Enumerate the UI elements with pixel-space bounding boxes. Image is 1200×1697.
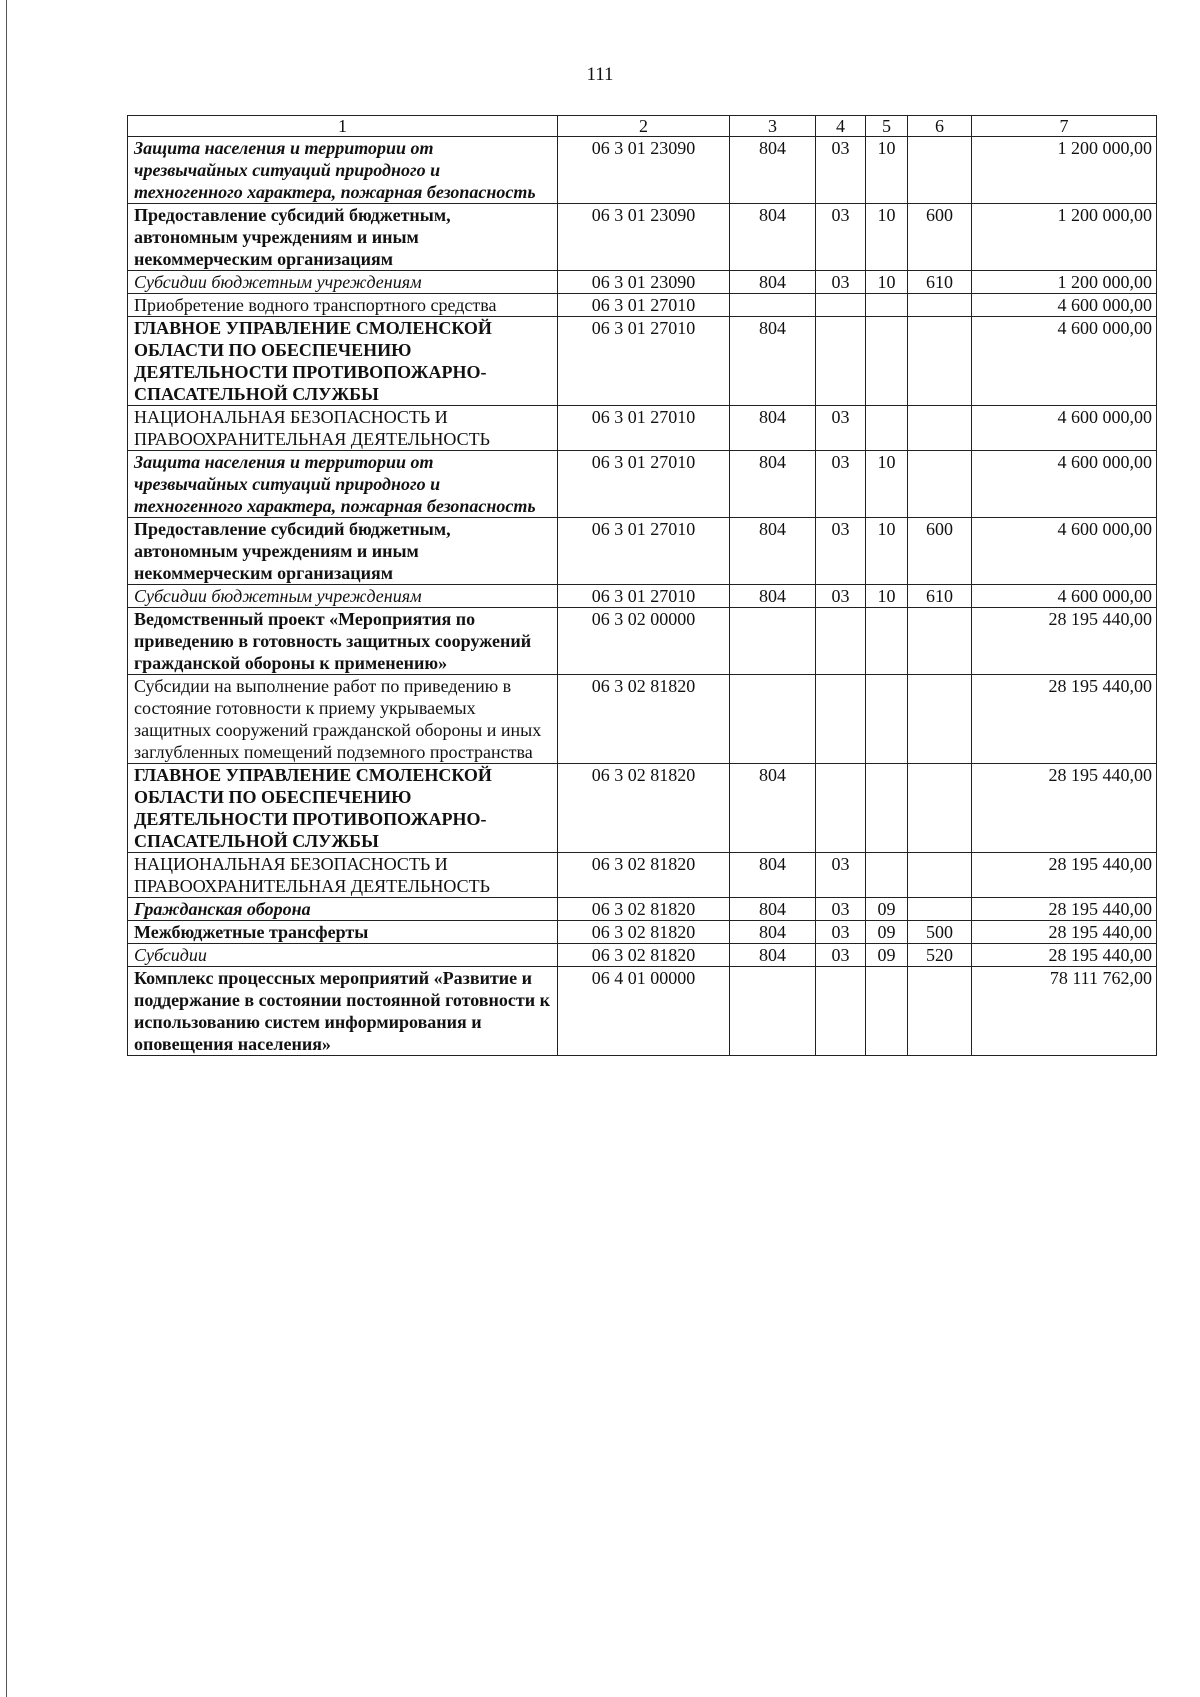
subsection-code-cell: 10 — [866, 451, 908, 518]
section-code-cell: 03 — [816, 204, 866, 271]
subsection-code-cell: 09 — [866, 921, 908, 944]
expense-type-cell — [908, 967, 972, 1056]
ministry-code-cell — [730, 967, 816, 1056]
target-code-cell: 06 3 01 23090 — [558, 271, 730, 294]
header-col-1: 1 — [128, 116, 558, 137]
expense-type-cell — [908, 608, 972, 675]
table-row — [128, 271, 1157, 294]
ministry-code-cell: 804 — [730, 944, 816, 967]
table-row — [128, 967, 1157, 1056]
target-code-cell: 06 3 01 23090 — [558, 204, 730, 271]
expense-type-cell: 520 — [908, 944, 972, 967]
amount-cell: 28 195 440,00 — [972, 608, 1157, 675]
section-code-cell: 03 — [816, 944, 866, 967]
table-row — [128, 137, 1157, 204]
amount-cell: 28 195 440,00 — [972, 921, 1157, 944]
header-col-2: 2 — [558, 116, 730, 137]
row-name-cell: НАЦИОНАЛЬНАЯ БЕЗОПАСНОСТЬ И ПРАВООХРАНИТЕЛЬНАЯ ДЕЯТЕЛЬНОСТЬ — [128, 406, 558, 451]
section-code-cell — [816, 967, 866, 1056]
subsection-code-cell: 10 — [866, 137, 908, 204]
header-col-7: 7 — [972, 116, 1157, 137]
subsection-code-cell: 10 — [866, 204, 908, 271]
expense-type-cell — [908, 853, 972, 898]
subsection-code-cell: 10 — [866, 518, 908, 585]
header-col-6: 6 — [908, 116, 972, 137]
section-code-cell: 03 — [816, 451, 866, 518]
amount-cell: 28 195 440,00 — [972, 675, 1157, 764]
row-name-cell: Защита населения и территории от чрезвычайных ситуаций природного и техногенного характера, пожарная безопасность — [128, 137, 558, 204]
subsection-code-cell — [866, 608, 908, 675]
subsection-code-cell — [866, 967, 908, 1056]
row-name-cell: Гражданская оборона — [128, 898, 558, 921]
amount-cell: 1 200 000,00 — [972, 137, 1157, 204]
table-row — [128, 675, 1157, 764]
row-name-cell: Межбюджетные трансферты — [128, 921, 558, 944]
row-name-cell: Предоставление субсидий бюджетным, автономным учреждениям и иным некоммерческим организациям — [128, 518, 558, 585]
table-row — [128, 451, 1157, 518]
ministry-code-cell — [730, 294, 816, 317]
amount-cell: 4 600 000,00 — [972, 518, 1157, 585]
row-name-cell: НАЦИОНАЛЬНАЯ БЕЗОПАСНОСТЬ И ПРАВООХРАНИТЕЛЬНАЯ ДЕЯТЕЛЬНОСТЬ — [128, 853, 558, 898]
row-name-cell: Приобретение водного транспортного средства — [128, 294, 558, 317]
table-row — [128, 406, 1157, 451]
ministry-code-cell: 804 — [730, 451, 816, 518]
amount-cell: 1 200 000,00 — [972, 204, 1157, 271]
subsection-code-cell: 09 — [866, 898, 908, 921]
amount-cell: 28 195 440,00 — [972, 898, 1157, 921]
subsection-code-cell — [866, 764, 908, 853]
target-code-cell: 06 3 02 00000 — [558, 608, 730, 675]
expense-type-cell: 600 — [908, 518, 972, 585]
ministry-code-cell: 804 — [730, 921, 816, 944]
table-row — [128, 317, 1157, 406]
ministry-code-cell — [730, 675, 816, 764]
subsection-code-cell — [866, 317, 908, 406]
section-code-cell — [816, 317, 866, 406]
amount-cell: 4 600 000,00 — [972, 585, 1157, 608]
ministry-code-cell: 804 — [730, 406, 816, 451]
section-code-cell: 03 — [816, 518, 866, 585]
scan-edge-line — [6, 0, 7, 1697]
expense-type-cell: 600 — [908, 204, 972, 271]
target-code-cell: 06 3 02 81820 — [558, 921, 730, 944]
row-name-cell: Субсидии бюджетным учреждениям — [128, 271, 558, 294]
amount-cell: 4 600 000,00 — [972, 294, 1157, 317]
ministry-code-cell: 804 — [730, 137, 816, 204]
table-header-row — [128, 116, 1157, 137]
row-name-cell: ГЛАВНОЕ УПРАВЛЕНИЕ СМОЛЕНСКОЙ ОБЛАСТИ ПО ОБЕСПЕЧЕНИЮ ДЕЯТЕЛЬНОСТИ ПРОТИВОПОЖАРНО-СПАСАТЕЛЬНОЙ СЛУЖБЫ — [128, 764, 558, 853]
header-col-5: 5 — [866, 116, 908, 137]
header-col-3: 3 — [730, 116, 816, 137]
subsection-code-cell — [866, 675, 908, 764]
section-code-cell — [816, 764, 866, 853]
section-code-cell: 03 — [816, 898, 866, 921]
expense-type-cell — [908, 294, 972, 317]
amount-cell: 1 200 000,00 — [972, 271, 1157, 294]
section-code-cell — [816, 608, 866, 675]
section-code-cell — [816, 294, 866, 317]
section-code-cell: 03 — [816, 271, 866, 294]
target-code-cell: 06 3 02 81820 — [558, 898, 730, 921]
ministry-code-cell: 804 — [730, 204, 816, 271]
ministry-code-cell: 804 — [730, 898, 816, 921]
section-code-cell: 03 — [816, 406, 866, 451]
expense-type-cell: 610 — [908, 585, 972, 608]
expense-type-cell — [908, 317, 972, 406]
ministry-code-cell: 804 — [730, 271, 816, 294]
amount-cell: 4 600 000,00 — [972, 451, 1157, 518]
target-code-cell: 06 3 02 81820 — [558, 764, 730, 853]
target-code-cell: 06 3 01 27010 — [558, 294, 730, 317]
expense-type-cell — [908, 764, 972, 853]
subsection-code-cell — [866, 853, 908, 898]
target-code-cell: 06 3 01 23090 — [558, 137, 730, 204]
expense-type-cell — [908, 675, 972, 764]
expense-type-cell — [908, 898, 972, 921]
table-row — [128, 764, 1157, 853]
amount-cell: 28 195 440,00 — [972, 764, 1157, 853]
subsection-code-cell — [866, 406, 908, 451]
table-row — [128, 608, 1157, 675]
table-row — [128, 921, 1157, 944]
target-code-cell: 06 3 01 27010 — [558, 406, 730, 451]
expense-type-cell: 610 — [908, 271, 972, 294]
row-name-cell: Комплекс процессных мероприятий «Развитие и поддержание в состоянии постоянной готовности к использованию систем информирования и оповещения населения» — [128, 967, 558, 1056]
expense-type-cell — [908, 451, 972, 518]
table-row — [128, 204, 1157, 271]
target-code-cell: 06 3 02 81820 — [558, 853, 730, 898]
page-number: 111 — [586, 64, 614, 85]
row-name-cell: Защита населения и территории от чрезвычайных ситуаций природного и техногенного характера, пожарная безопасность — [128, 451, 558, 518]
table-row — [128, 944, 1157, 967]
subsection-code-cell — [866, 294, 908, 317]
target-code-cell: 06 3 01 27010 — [558, 518, 730, 585]
row-name-cell: Предоставление субсидий бюджетным, автономным учреждениям и иным некоммерческим организациям — [128, 204, 558, 271]
table-row — [128, 898, 1157, 921]
subsection-code-cell: 10 — [866, 271, 908, 294]
subsection-code-cell: 09 — [866, 944, 908, 967]
target-code-cell: 06 3 02 81820 — [558, 675, 730, 764]
row-name-cell: Ведомственный проект «Мероприятия по приведению в готовность защитных сооружений гражданской обороны к применению» — [128, 608, 558, 675]
table-row — [128, 518, 1157, 585]
section-code-cell: 03 — [816, 853, 866, 898]
subsection-code-cell: 10 — [866, 585, 908, 608]
target-code-cell: 06 3 01 27010 — [558, 585, 730, 608]
ministry-code-cell: 804 — [730, 585, 816, 608]
target-code-cell: 06 3 01 27010 — [558, 317, 730, 406]
expense-type-cell — [908, 406, 972, 451]
ministry-code-cell — [730, 608, 816, 675]
budget-table — [127, 115, 1157, 1056]
target-code-cell: 06 3 02 81820 — [558, 944, 730, 967]
row-name-cell: ГЛАВНОЕ УПРАВЛЕНИЕ СМОЛЕНСКОЙ ОБЛАСТИ ПО ОБЕСПЕЧЕНИЮ ДЕЯТЕЛЬНОСТИ ПРОТИВОПОЖАРНО-СПАСАТЕЛЬНОЙ СЛУЖБЫ — [128, 317, 558, 406]
amount-cell: 28 195 440,00 — [972, 944, 1157, 967]
row-name-cell: Субсидии — [128, 944, 558, 967]
table-row — [128, 585, 1157, 608]
target-code-cell: 06 4 01 00000 — [558, 967, 730, 1056]
table-row — [128, 294, 1157, 317]
amount-cell: 4 600 000,00 — [972, 406, 1157, 451]
row-name-cell: Субсидии на выполнение работ по приведению в состояние готовности к приему укрываемых защитных сооружений гражданской обороны и иных заглубленных помещений подземного пространства — [128, 675, 558, 764]
amount-cell: 4 600 000,00 — [972, 317, 1157, 406]
section-code-cell: 03 — [816, 137, 866, 204]
section-code-cell: 03 — [816, 585, 866, 608]
expense-type-cell — [908, 137, 972, 204]
expense-type-cell: 500 — [908, 921, 972, 944]
row-name-cell: Субсидии бюджетным учреждениям — [128, 585, 558, 608]
ministry-code-cell: 804 — [730, 518, 816, 585]
amount-cell: 28 195 440,00 — [972, 853, 1157, 898]
section-code-cell — [816, 675, 866, 764]
section-code-cell: 03 — [816, 921, 866, 944]
ministry-code-cell: 804 — [730, 853, 816, 898]
ministry-code-cell: 804 — [730, 317, 816, 406]
ministry-code-cell: 804 — [730, 764, 816, 853]
header-col-4: 4 — [816, 116, 866, 137]
amount-cell: 78 111 762,00 — [972, 967, 1157, 1056]
table-row — [128, 853, 1157, 898]
target-code-cell: 06 3 01 27010 — [558, 451, 730, 518]
